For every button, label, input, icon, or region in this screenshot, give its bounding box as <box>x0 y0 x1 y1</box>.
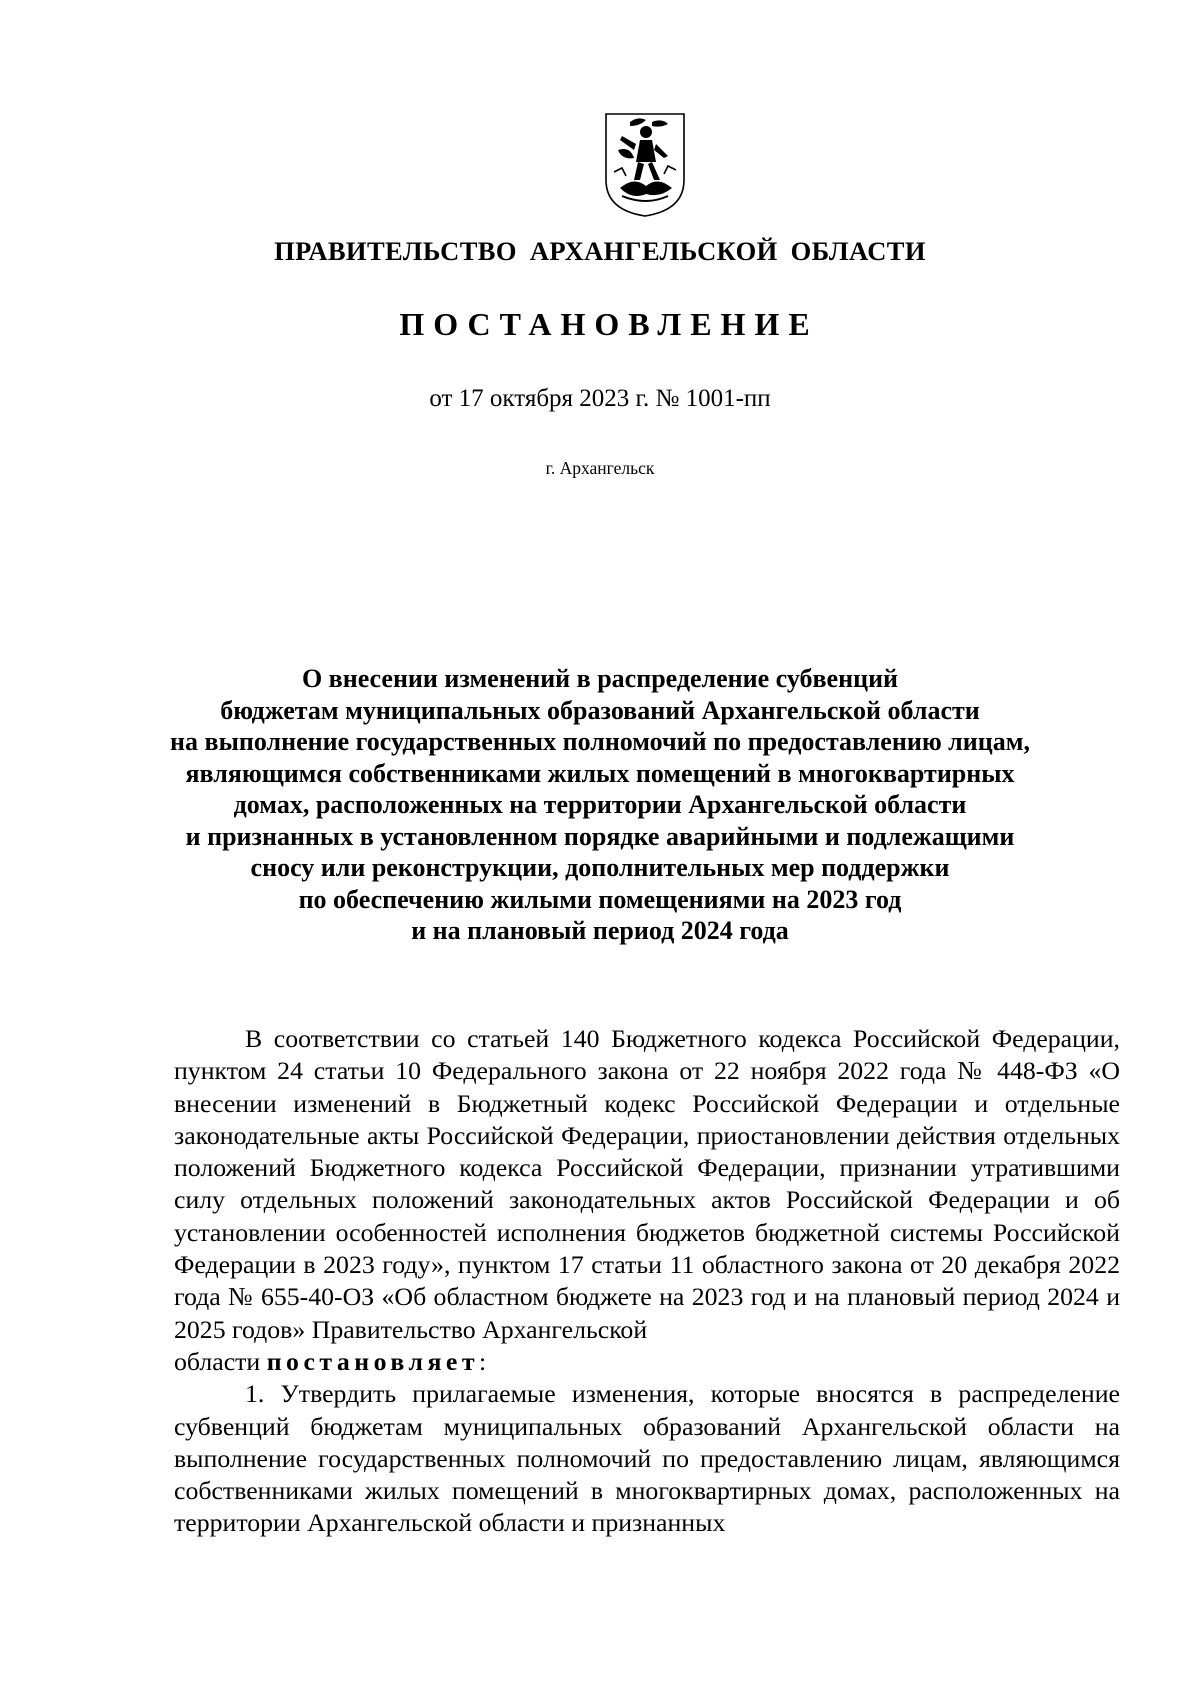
subject-line: бюджетам муниципальных образований Архангельской области <box>220 695 980 725</box>
subject-line: являющимся собственниками жилых помещений в многоквартирных <box>185 758 1015 788</box>
subject-line: и признанных в установленном порядке аварийными и подлежащими <box>185 821 1015 851</box>
subject-line: сносу или реконструкции, дополнительных мер поддержки <box>250 853 950 882</box>
subject-line: и на плановый период 2024 года <box>411 916 789 945</box>
document-type: ПОСТАНОВЛЕНИЕ <box>399 306 819 342</box>
item-1-paragraph: 1. Утвердить прилагаемые изменения, которые вносятся в распределение субвенций бюджетам муниципальных образований Архангельской области на выполнение государственных полномочий по предоставлению лицам, являющимся собственниками жилых помещений в многоквартирных домах, расположенных на территории Архангельской области и признанных <box>174 1379 1120 1538</box>
preamble-closing-lead: области <box>174 1346 267 1376</box>
preamble-closing-line <box>174 1346 1120 1378</box>
document-city: г. Архангельск <box>545 458 655 478</box>
coat-of-arms-icon <box>600 110 690 220</box>
subject-line: О внесении изменений в распределение субвенций <box>301 664 899 693</box>
organization-title: ПРАВИТЕЛЬСТВО АРХАНГЕЛЬСКОЙ ОБЛАСТИ <box>274 236 926 266</box>
subject-line: домах, расположенных на территории Архангельской области <box>233 790 967 819</box>
document-date-number: от 17 октября 2023 г. № 1001-пп <box>429 385 771 412</box>
document-body <box>174 1023 1120 1540</box>
subject-line: по обеспечению жилыми помещениями на 2023 год <box>298 884 902 914</box>
document-subject <box>140 663 1060 947</box>
subject-line: на выполнение государственных полномочий по предоставлению лицам, <box>170 727 1030 756</box>
resolves-punct: : <box>479 1346 487 1376</box>
preamble-paragraph: В соответствии со статьей 140 Бюджетного кодекса Российской Федерации, пунктом 24 статьи 10 Федерального закона от 22 ноября 2022 года № 448-ФЗ «О внесении изменений в Бюджетный кодекс Российской Федерации и отдельные законодательные акты Российской Федерации, приостановлении действия отдельных положений Бюджетного кодекса Российской Федерации, признании утратившими силу отдельных положений законодательных актов Российской Федерации и об установлении особенностей исполнения бюджетов бюджетной системы Российской Федерации в 2023 году», пунктом 17 статьи 11 областного закона от 20 декабря 2022 года № 655-40-ОЗ «Об областном бюджете на 2023 год и на плановый период 2024 и 2025 годов» Правительство Архангельской <box>174 1024 1120 1344</box>
resolves-word: постановляет <box>266 1346 480 1376</box>
